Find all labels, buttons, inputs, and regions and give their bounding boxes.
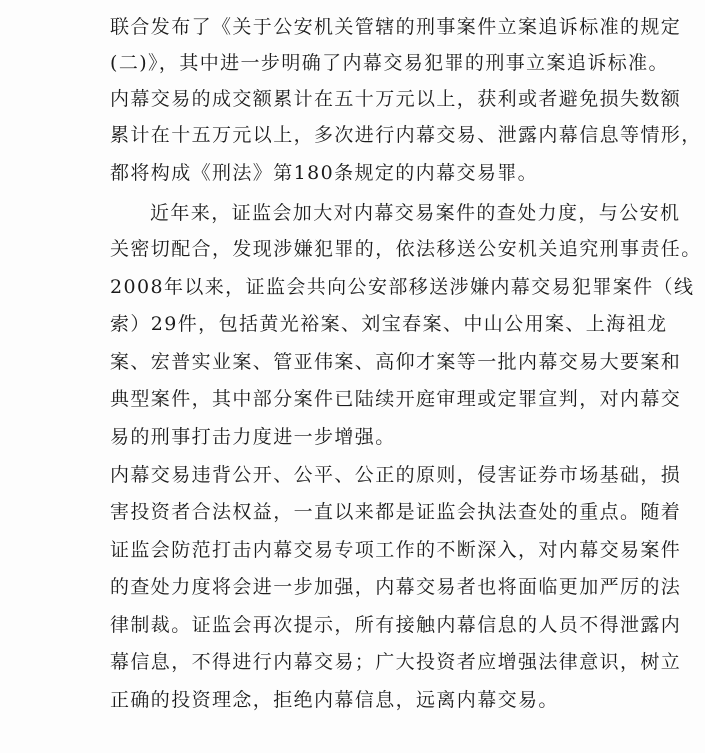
text-line: 幕信息，不得进行内幕交易；广大投资者应增强法律意识，树立	[110, 651, 682, 673]
text-line: 累计在十五万元以上，多次进行内幕交易、泄露内幕信息等情形，	[110, 124, 702, 146]
text-line: 的查处力度将会进一步加强，内幕交易者也将面临更加严厉的法	[110, 576, 682, 598]
text-line: 索）29件，包括黄光裕案、刘宝春案、中山公用案、上海祖龙	[110, 313, 668, 335]
text-line: 害投资者合法权益，一直以来都是证监会执法查处的重点。随着	[110, 501, 682, 523]
text-line: 典型案件，其中部分案件已陆续开庭审理或定罪宣判，对内幕交	[110, 388, 682, 410]
text-line: (二)》，其中进一步明确了内幕交易犯罪的刑事立案追诉标准。	[110, 52, 669, 74]
text-line: 近年来，证监会加大对内幕交易案件的查处力度，与公安机	[150, 202, 681, 224]
text-line: 关密切配合，发现涉嫌犯罪的，依法移送公安机关追究刑事责任。	[110, 238, 702, 260]
text-line: 2008年以来，证监会共向公安部移送涉嫌内幕交易犯罪案件（线	[110, 276, 695, 298]
text-line: 内幕交易的成交额累计在五十万元以上，获利或者避免损失数额	[110, 88, 682, 110]
text-line: 律制裁。证监会再次提示，所有接触内幕信息的人员不得泄露内	[110, 614, 682, 636]
text-line: 证监会防范打击内幕交易专项工作的不断深入，对内幕交易案件	[110, 539, 682, 561]
text-line: 内幕交易违背公开、公平、公正的原则，侵害证券市场基础，损	[110, 464, 682, 486]
text-line: 都将构成《刑法》第180条规定的内幕交易罪。	[110, 162, 539, 184]
text-line: 案、宏普实业案、管亚伟案、高仰才案等一批内幕交易大要案和	[110, 351, 682, 373]
text-line: 正确的投资理念，拒绝内幕信息，远离内幕交易。	[110, 689, 559, 711]
text-line: 联合发布了《关于公安机关管辖的刑事案件立案追诉标准的规定	[110, 16, 682, 38]
text-line: 易的刑事打击力度进一步增强。	[110, 426, 396, 448]
